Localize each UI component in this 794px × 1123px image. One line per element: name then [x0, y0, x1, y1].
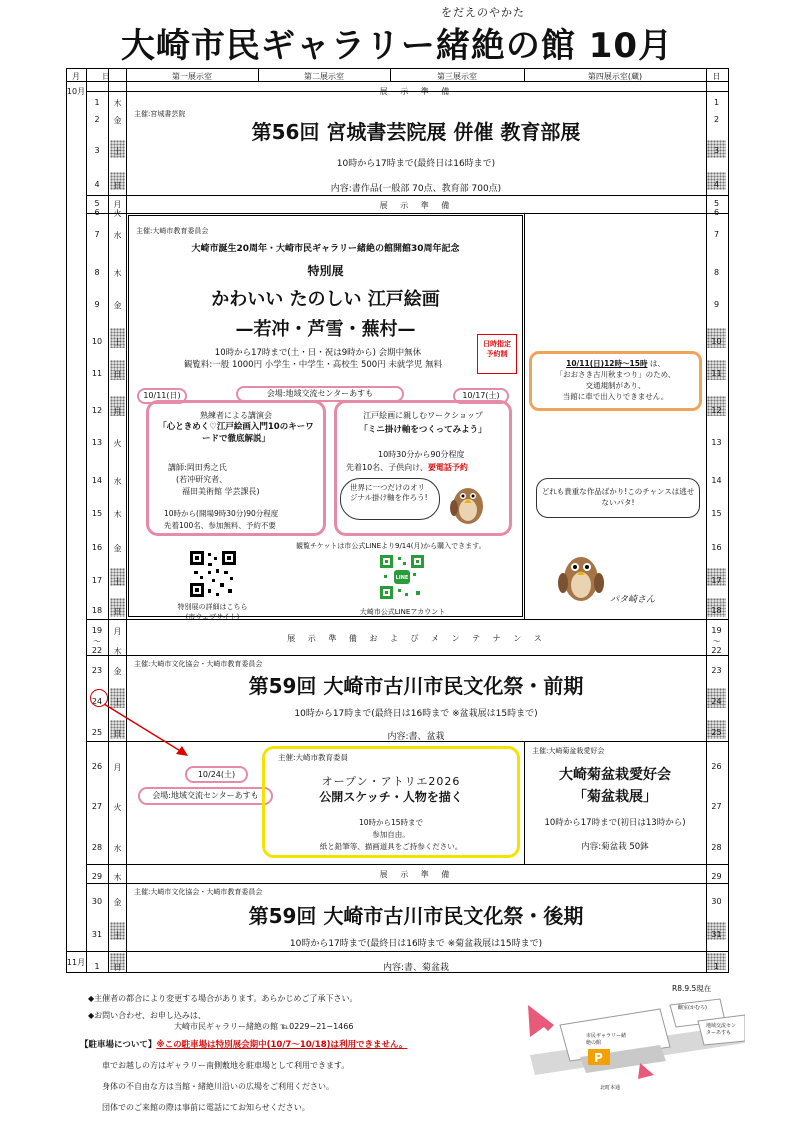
day-weekday: 火	[113, 803, 122, 812]
ev6-title: 第59回 大崎市古川市民文化祭・後期	[248, 904, 584, 928]
day-weekday: 土	[113, 931, 122, 940]
day-weekday: 木	[113, 647, 122, 656]
day-number: 3	[94, 146, 100, 155]
day-number-right: 1	[713, 98, 720, 107]
day-weekday: 金	[113, 898, 122, 907]
ev6-host: 主催:大崎市文化協会・大崎市教育委員会	[134, 888, 263, 896]
day-number-right: 11	[711, 369, 722, 378]
ev2-sub: 大崎市誕生20周年・大崎市民ギャラリー緒絶の館開館30周年記念	[191, 244, 460, 254]
day-number: 19	[91, 626, 103, 635]
ev1-title: 第56回 宮城書芸院展 併催 教育部展	[251, 120, 581, 144]
day-weekday: 日	[113, 370, 122, 379]
day-number: 5	[94, 199, 100, 208]
range-mark-right: 〜	[712, 637, 721, 646]
day-number: 10	[91, 337, 103, 346]
ev4-time: 10時から15時まで	[358, 818, 424, 827]
day-weekday: 土	[113, 698, 122, 707]
ev2-host: 主催:大崎市教育委員会	[136, 227, 209, 235]
workshop-detail: 10時30分から90分程度	[378, 450, 465, 459]
day-number-right: 3	[713, 146, 720, 155]
day-number: 13	[91, 438, 103, 447]
day-weekday: 水	[113, 844, 122, 853]
day-weekday: 木	[113, 510, 122, 519]
day-number: 16	[91, 543, 103, 552]
col-room1: 第一展示室	[172, 72, 212, 81]
col-room2: 第二展示室	[304, 72, 344, 81]
range-mark-left: 〜	[93, 637, 101, 646]
day-number-right: 27	[711, 802, 722, 811]
title-ruby: をだえのやかた	[441, 6, 525, 19]
day-weekday: 月	[113, 627, 122, 636]
col-room4: 第四展示室(蔵)	[587, 72, 643, 81]
map-label-gallery: 市民ギャラリー緒絶の館	[586, 1033, 627, 1046]
ev1-time: 10時から17時まで(最終日は16時まで)	[336, 159, 496, 169]
col-day: 日	[102, 72, 110, 81]
bird-mascot-icon	[442, 478, 492, 528]
workshop-bubble-text: 世界に一つだけのオリジナル掛け軸を作ろう!	[350, 483, 428, 502]
day-number-right: 15	[711, 509, 722, 518]
day-number-right: 12	[711, 406, 722, 415]
day-weekday: 月	[113, 200, 122, 209]
month-nov: 11月	[66, 958, 86, 967]
workshop-head: 江戸絵画に親しむワークショップ	[363, 411, 483, 420]
day-number-right: 1	[713, 962, 720, 971]
ev3-title: 第59回 大崎市古川市民文化祭・前期	[248, 674, 584, 698]
arrow-icon	[100, 700, 192, 760]
footer-p3: 団体でのご来館の際は事前に電話にてお知らせください。	[102, 1103, 310, 1112]
ev5-sub: 「菊盆栽展」	[573, 789, 657, 805]
col-month: 月	[72, 72, 80, 81]
day-number: 1	[94, 962, 100, 971]
notice-text: 10/11(日)12時〜15時 は、 「おおさき古川秋まつり」のため、 交通規制があり、 当館に車で出入りできません。	[555, 359, 676, 401]
day-weekday: 金	[113, 116, 122, 125]
col-day-right: 日	[712, 72, 721, 81]
day-number: 29	[91, 872, 103, 881]
day-number: 7	[94, 230, 100, 239]
day-number: 6	[94, 208, 100, 217]
day-number-right: 22	[711, 646, 722, 655]
ev2-venue: 会場:地域交流センターあすも	[236, 386, 404, 402]
day-number: 4	[94, 180, 100, 189]
footer-date: R8.9.5現在	[672, 984, 712, 993]
map-label-asumo: 地域交流センターあすも	[706, 1023, 737, 1036]
page-title: 大崎市民ギャラリー緒絶の館 10月	[120, 26, 674, 66]
ev4-host: 主催:大崎市教育委員	[278, 753, 349, 762]
footer-note1: ◆主催者の都合により変更する場合があります。あらかじめご了承下さい。	[88, 994, 358, 1003]
day-number-right: 14	[711, 476, 722, 485]
pata-mascot-icon	[555, 545, 607, 607]
day-number-right: 30	[711, 897, 722, 906]
map-parking-icon: P	[594, 1051, 603, 1065]
day-weekday: 日	[113, 963, 122, 972]
footer-note2: ◆お問い合わせ、お申し込みは、	[88, 1011, 206, 1020]
ev5-content: 内容:菊盆栽 50鉢	[581, 842, 649, 852]
footer-p1: 車でお越しの方はギャラリー南側敷地を駐車場として利用できます。	[102, 1061, 350, 1070]
prep-row-2: 展 示 準 備	[379, 201, 455, 210]
day-number-right: 26	[711, 762, 722, 771]
day-weekday: 土	[113, 577, 122, 586]
lecture-lecturer: 講師:岡田秀之氏	[168, 463, 227, 472]
ev2-ticket: 観覧チケットは市公式LINEより9/14(月)から購入できます。	[296, 542, 486, 550]
ev2-kind: 特別展	[307, 264, 344, 278]
map-label-street: 北町本通	[600, 1085, 621, 1091]
ev3-content: 内容:書、盆栽	[387, 732, 445, 742]
day-weekday: 木	[113, 99, 122, 108]
day-weekday: 日	[113, 729, 122, 738]
ev4-note2: 紙と鉛筆等、描画道具をご持参ください。	[319, 842, 463, 851]
day-number: 14	[91, 476, 103, 485]
day-number: 11	[91, 369, 103, 378]
day-weekday: 火	[113, 209, 122, 218]
lecture-title: 「心ときめく♡江戸絵画入門10のキーワードで徹底解説」	[158, 422, 314, 444]
day-number-right: 2	[713, 115, 720, 124]
day-number: 18	[91, 606, 103, 615]
day-number-right: 10	[711, 337, 722, 346]
day-number-right: 16	[711, 543, 722, 552]
lecture-aff2: 福田美術館 学芸課長)	[182, 487, 260, 496]
day-number: 30	[91, 897, 103, 906]
day-number: 22	[91, 646, 103, 655]
day-number-right: 31	[711, 930, 722, 939]
day-number: 12	[91, 406, 103, 415]
workshop-title: 「ミニ掛け軸をつくってみよう」	[359, 425, 487, 435]
map-label-kamuro: 醸室(かむろ)	[678, 1005, 707, 1011]
day-number: 24	[91, 697, 103, 706]
qr1-label1: 特別展の詳細はこちら	[177, 603, 248, 611]
lecture-head: 熟練者による講演会	[200, 411, 272, 420]
day-number: 26	[91, 762, 103, 771]
day-number: 2	[94, 115, 100, 124]
lecture-detail: 10時から(開場9時30分)90分程度	[164, 509, 279, 518]
prep-maintenance: 展 示 準 備 お よ び メ ン テ ナ ン ス	[287, 634, 547, 643]
day-number-right: 5	[713, 199, 720, 208]
ev2-date1: 10/11(日)	[137, 388, 187, 404]
day-weekday: 日	[113, 607, 122, 616]
mascot-name: パタ崎さん	[610, 595, 656, 605]
day-weekday: 木	[113, 269, 122, 278]
day-weekday: 月	[113, 763, 122, 772]
day-weekday: 土	[113, 147, 122, 156]
ev2-date2: 10/17(土)	[453, 388, 509, 404]
day-number-right: 13	[711, 438, 722, 447]
lecture-aff1: (若冲研究者、	[176, 475, 228, 484]
day-weekday: 月	[113, 407, 122, 416]
day-weekday: 水	[113, 231, 122, 240]
day-number: 31	[91, 930, 103, 939]
day-weekday: 火	[113, 439, 122, 448]
qr-code-icon	[188, 549, 238, 599]
day-number-right: 4	[713, 180, 720, 189]
day-number-right: 23	[711, 666, 722, 675]
ev4-title2: 公開スケッチ・人物を描く	[319, 790, 463, 804]
access-map	[520, 995, 745, 1095]
day-number-right: 24	[711, 697, 722, 706]
day-weekday: 金	[113, 667, 122, 676]
day-weekday: 水	[113, 477, 122, 486]
ev5-host: 主催:大崎菊盆栽愛好会	[532, 747, 605, 755]
ev4-title1: オープン・アトリエ2026	[321, 775, 461, 788]
day-number: 23	[91, 666, 103, 675]
day-number: 25	[91, 728, 103, 737]
ev4-date: 10/24(土)	[185, 766, 248, 783]
ev2-badge: 日時指定予約制	[477, 334, 517, 374]
ev2-title: かわいい たのしい 江戸絵画	[211, 289, 440, 310]
qr1-label2: (市ウェブサイト)	[185, 613, 240, 621]
day-number-right: 9	[713, 300, 720, 309]
day-number-right: 28	[711, 843, 722, 852]
qr2-label: 大崎市公式LINEアカウント	[359, 608, 446, 616]
day-weekday: 木	[113, 873, 122, 882]
ev2-time: 10時から17時まで(土・日・祝は9時から) 会期中無休	[214, 348, 422, 358]
mascot-bubble-text: どれも貴重な作品ばかり!このチャンスは逃せないパタ!	[541, 487, 695, 507]
ev3-time: 10時から17時まで(最終日は16時まで ※盆栽展は15時まで)	[294, 709, 538, 719]
day-number-right: 6	[713, 208, 720, 217]
prep-row-1: 展 示 準 備	[379, 87, 455, 96]
ev4-note1: 参加自由。	[372, 830, 410, 839]
day-number-right: 19	[711, 626, 722, 635]
day-number: 9	[94, 300, 100, 309]
day-number-right: 17	[711, 576, 722, 585]
ev1-content: 内容:書作品(一般部 70点、教育部 700点)	[330, 184, 502, 194]
month-oct: 10月	[66, 87, 86, 96]
ev2-subtitle: —若冲・芦雪・蕪村—	[235, 319, 416, 340]
day-number-right: 18	[711, 606, 722, 615]
day-number: 27	[91, 802, 103, 811]
day-weekday: 金	[113, 301, 122, 310]
ev5-time: 10時から17時まで(初日は13時から)	[544, 818, 686, 828]
footer-p2: 身体の不自由な方は当館・緒絶川沿いの広場をご利用ください。	[102, 1082, 334, 1091]
footer-contact: 大崎市民ギャラリー緒絶の館 ℡0229−21−1466	[174, 1022, 354, 1031]
prep-row-3: 展 示 準 備	[379, 870, 455, 879]
ev4-venue: 会場:地域交流センターあすも	[138, 787, 273, 805]
day-weekday: 金	[113, 544, 122, 553]
line-logo-text: LINE	[395, 575, 409, 581]
day-number-right: 25	[711, 728, 722, 737]
ev2-fee: 観覧料:一般 1000円 小学生・中学生・高校生 500円 未就学児 無料	[183, 360, 443, 370]
ev5-title: 大崎菊盆栽愛好会	[559, 767, 671, 783]
day-number-right: 7	[713, 230, 720, 239]
workshop-cap: 先着10名、子供向け、要電話予約	[346, 463, 468, 472]
day-number: 17	[91, 576, 103, 585]
ev3-host: 主催:大崎市文化協会・大崎市教育委員会	[134, 660, 263, 668]
day-number: 15	[91, 509, 103, 518]
col-room3: 第三展示室	[437, 72, 477, 81]
footer-parking: 【駐車場について】※この駐車場は特別展会期中(10/7〜10/18)は利用できません。	[80, 1040, 408, 1050]
day-weekday: 土	[113, 338, 122, 347]
day-number-right: 29	[711, 872, 722, 881]
day-number: 28	[91, 843, 103, 852]
ev6-content: 内容:書、菊盆栽	[382, 963, 450, 973]
ev6-time: 10時から17時まで(最終日は16時まで ※菊盆栽展は15時まで)	[289, 939, 543, 949]
ev1-host: 主催:宮城書芸院	[134, 110, 186, 118]
lecture-cap: 先着100名、参加無料、予約不要	[164, 521, 276, 530]
day-number: 8	[94, 268, 100, 277]
day-weekday: 日	[113, 181, 122, 190]
day-number-right: 8	[713, 268, 720, 277]
day-number: 1	[94, 98, 100, 107]
